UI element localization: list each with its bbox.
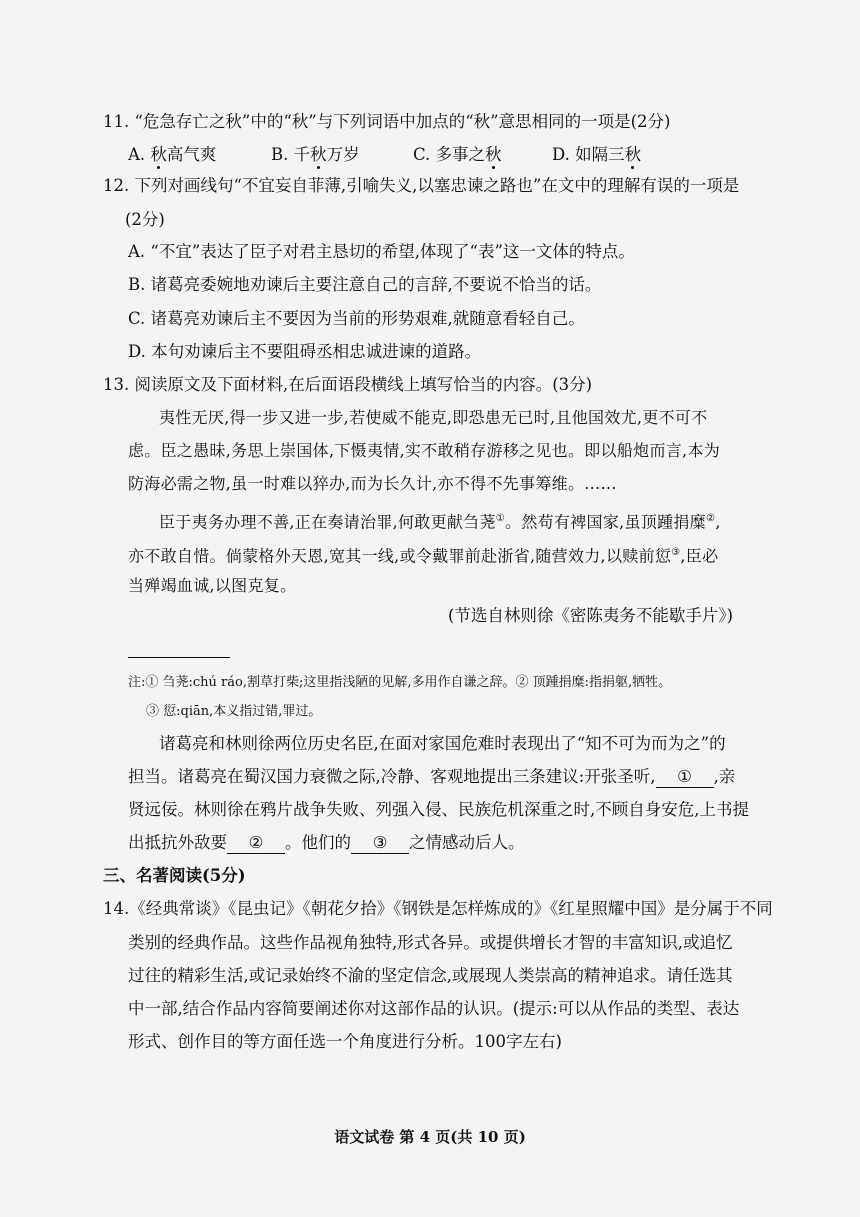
q11-c-prefix: C. 多事之 [413, 145, 486, 164]
q14-line2: 类别的经典作品。这些作品视角独特,形式各异。或提供增长才智的丰富知识,或追忆 [128, 933, 733, 952]
q13-p2-l1-text-b: 。然苟有裨国家,虽顶踵捐糜 [505, 512, 707, 532]
q11-option-b [271, 144, 360, 166]
q12-stem-line2: (2分) [125, 210, 165, 229]
q13-passage1-line2: 虑。臣之愚昧,务思上崇国体,下慑夷情,实不敢稍存游移之见也。即以船炮而言,本为 [128, 441, 721, 460]
q13-summary-line1: 诸葛亮和林则徐两位历史名臣,在面对家国危难时表现出了“知不可为而为之”的 [159, 734, 726, 753]
q11-option-c [413, 144, 502, 166]
q11-a-suffix: 高气爽 [166, 145, 217, 164]
q11-option-d [552, 144, 641, 166]
q11-a-prefix: A. [128, 145, 151, 164]
q13-passage1-line3: 防海必需之物,虽一时难以猝办,而为长久计,亦不得不先事筹维。…… [128, 474, 617, 493]
section-3-heading: 三、名著阅读(5分) [103, 866, 246, 885]
q13-passage2-line1 [159, 508, 721, 533]
q13-summary-l2-text-b: ,亲 [713, 767, 736, 786]
q13-passage2-line3: 当殚竭血诚,以图克复。 [128, 576, 297, 595]
q12-stem-line1: 12. 下列对画线句“不宜妄自菲薄,引喻失义,以塞忠谏之路也”在文中的理解有误的一项是 [103, 176, 740, 195]
answer-blank-2[interactable]: ② [227, 833, 285, 854]
q11-b-prefix: B. 千 [271, 145, 311, 164]
q14-line1: 14.《经典常谈》《昆虫记》《朝花夕拾》《钢铁是怎样炼成的》《红星照耀中国》是分属于不同 [103, 899, 773, 918]
q12-option-b: B. 诸葛亮委婉地劝谏后主要注意自己的言辞,不要说不恰当的话。 [128, 275, 602, 294]
answer-blank-1[interactable]: ① [656, 767, 714, 788]
q11-stem: 11. “危急存亡之秋”中的“秋”与下列词语中加点的“秋”意思相同的一项是(2分) [103, 112, 671, 131]
q13-p2-l1-text-a: 臣于夷务办理不善,正在奏请治罪,何敢更献刍荛 [159, 512, 496, 532]
q13-p2-l2-text-a: 亦不敢自惜。倘蒙格外天恩,宽其一线,或令戴罪前赴浙省,随营效力,以赎前愆 [128, 546, 672, 566]
q13-summary-line2 [128, 766, 735, 788]
q14-line5: 形式、创作目的等方面任选一个角度进行分析。100字左右) [128, 1032, 562, 1051]
q11-d-prefix: D. 如隔三 [552, 145, 625, 164]
q12-option-d: D. 本句劝谏后主不要阻碍丞相忠诚进谏的道路。 [128, 342, 482, 361]
q11-b-suffix: 万岁 [326, 145, 360, 164]
q12-option-c: C. 诸葛亮劝谏后主不要因为当前的形势艰难,就随意看轻自己。 [128, 309, 585, 328]
q13-passage1-line1: 夷性无厌,得一步又进一步,若使威不能克,即恐患无已时,且他国效尤,更不可不 [159, 408, 708, 427]
q13-p2-l2-text-b: ,臣必 [680, 546, 719, 566]
q13-summary-l4-text-b: 。他们的 [285, 833, 351, 852]
q11-option-a [128, 144, 216, 166]
q13-p2-l1-text-c: , [715, 512, 721, 532]
answer-blank-3[interactable]: ③ [351, 833, 409, 854]
page-footer: 语文试卷 第 4 页(共 10 页) [334, 1128, 526, 1146]
q11-d-dotted-char: 秋 [624, 145, 642, 164]
q14-line4: 中一部,结合作品内容简要阐述你对这部作品的认识。(提示:可以从作品的类型、表达 [128, 999, 740, 1018]
footnote-ref-3: ③ [671, 547, 681, 558]
footnote-ref-2: ② [706, 513, 716, 524]
q13-source: (节选自林则徐《密陈夷务不能歇手片》) [448, 606, 734, 625]
q11-a-dotted-char: 秋 [150, 145, 167, 164]
q13-summary-line4 [128, 832, 525, 854]
q13-summary-l2-text-a: 担当。诸葛亮在蜀汉国力衰微之际,冷静、客观地提出三条建议:开张圣听, [128, 767, 656, 786]
q14-line3: 过往的精彩生活,或记录始终不渝的坚定信念,或展现人类崇高的精神追求。请任选其 [128, 966, 733, 985]
q11-c-dotted-char: 秋 [485, 145, 502, 164]
q13-summary-line3: 贤远佞。林则徐在鸦片战争失败、列强入侵、民族危机深重之时,不顾自身安危,上书提 [128, 800, 749, 819]
q13-stem: 13. 阅读原文及下面材料,在后面语段横线上填写恰当的内容。(3分) [103, 375, 593, 394]
footnote-divider [128, 657, 230, 658]
q12-option-a: A. “不宜”表达了臣子对君主恳切的希望,体现了“表”这一文体的特点。 [128, 242, 635, 261]
q13-passage2-line2 [128, 542, 718, 567]
q13-summary-l4-text-a: 出抵抗外敌要 [128, 833, 227, 852]
q11-b-dotted-char: 秋 [310, 145, 327, 164]
footnote-ref-1: ① [495, 513, 506, 524]
q13-summary-l4-text-c: 之情感动后人。 [409, 833, 525, 852]
q13-note-line1: 注:① 刍荛:chú ráo,割草打柴;这里指浅陋的见解,多用作自谦之辞。② 顶踵捐糜:指捐躯,牺牲。 [128, 675, 672, 690]
q13-note-line2: ③ 愆:qiān,本义指过错,罪过。 [146, 704, 322, 719]
